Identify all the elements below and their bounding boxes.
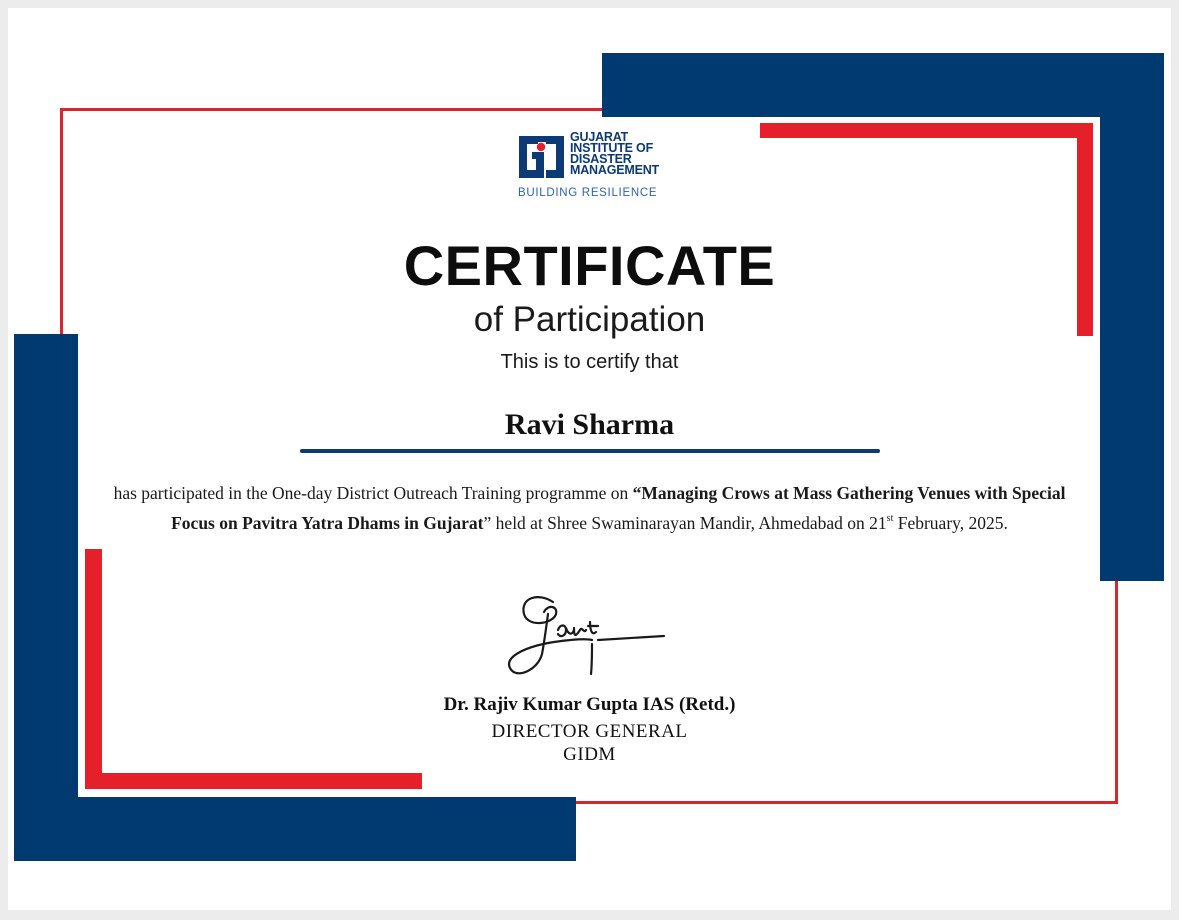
date-suffix: st <box>886 513 894 525</box>
signatory-title: DIRECTOR GENERAL <box>491 721 688 742</box>
navy-corner-bottom-left <box>14 797 576 861</box>
body-intro: has participated in the One-day District Outreach Training programme on <box>113 483 633 503</box>
signature-image <box>498 584 668 684</box>
certify-line: This is to certify that <box>500 351 679 373</box>
red-corner-top-right <box>760 123 1093 138</box>
red-corner-bottom-left <box>85 773 422 789</box>
signatory-name: Dr. Rajiv Kumar Gupta IAS (Retd.) <box>443 694 736 715</box>
body-close-quote: ” <box>483 513 492 533</box>
frame-line-top <box>60 108 608 111</box>
frame-line-bottom <box>576 801 1118 804</box>
recipient-name: Ravi Sharma <box>504 408 675 441</box>
recipient-underline <box>300 449 880 453</box>
navy-corner-top-right <box>602 53 1164 117</box>
gidm-logo-name: GUJARAT INSTITUTE OF DISASTER MANAGEMENT <box>570 130 659 177</box>
signatory-organisation: GIDM <box>563 744 616 765</box>
body-venue: held at Shree Swaminarayan Mandir, Ahmedabad on 21 <box>491 513 887 533</box>
body-date: February, 2025. <box>893 513 1008 533</box>
frame-line-right <box>1115 580 1118 804</box>
certificate-title: CERTIFICATE <box>403 234 776 297</box>
gidm-logo <box>516 132 676 210</box>
programme-title: “Managing Crows at Mass Gathering Venues with Special Focus on Pavitra Yatra Dhams in Gujarat <box>171 483 1066 533</box>
certificate-body <box>108 478 1071 538</box>
gidm-logo-icon <box>516 132 566 182</box>
certificate-subtitle: of Participation <box>473 300 706 339</box>
gidm-logo-tagline: BUILDING RESILIENCE <box>518 187 658 199</box>
certificate-page <box>8 8 1171 910</box>
